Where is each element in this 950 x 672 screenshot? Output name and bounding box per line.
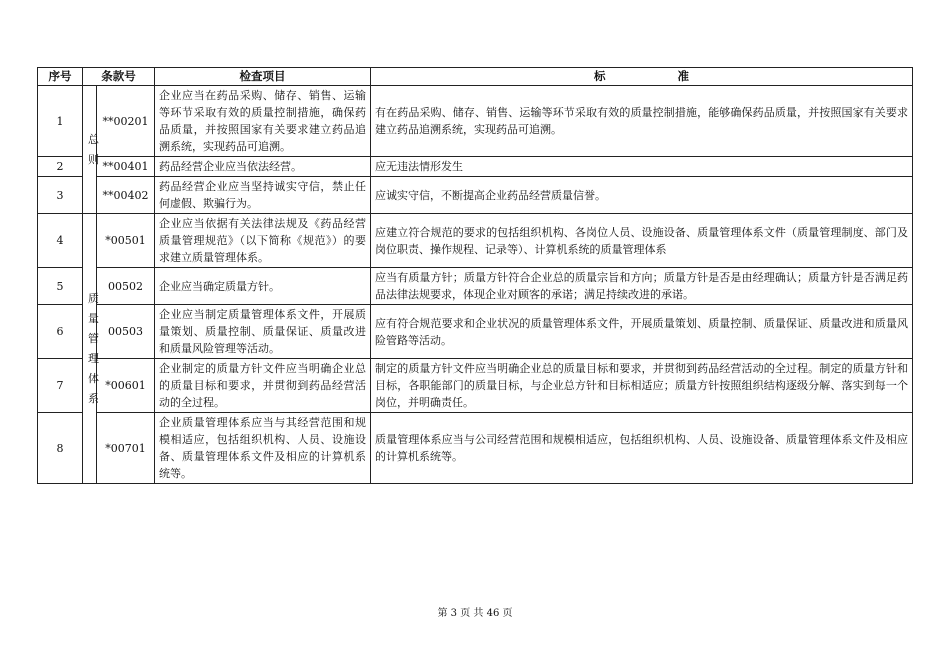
- row-seq: 6: [38, 305, 83, 359]
- row-clause: *00601: [97, 359, 155, 413]
- row-item: 企业质量管理体系应当与其经营范围和规模相适应，包括组织机构、人员、设施设备、质量管理体系文件及相应的计算机系统等。: [155, 413, 371, 484]
- row-seq: 7: [38, 359, 83, 413]
- row-item: 药品经营企业应当坚持诚实守信，禁止任何虚假、欺骗行为。: [155, 177, 371, 214]
- header-standard: [371, 68, 913, 86]
- inspection-table: [37, 67, 913, 484]
- table-row: [38, 305, 913, 359]
- table-row: [38, 413, 913, 484]
- row-item: 企业应当制定质量管理体系文件，开展质量策划、质量控制、质量保证、质量改进和质量风险管理等活动。: [155, 305, 371, 359]
- table-row: [38, 157, 913, 177]
- row-seq: 2: [38, 157, 83, 177]
- row-item: 药品经营企业应当依法经营。: [155, 157, 371, 177]
- row-standard: 有在药品采购、储存、销售、运输等环节采取有效的质量控制措施，能够确保药品质量，并按照国家有关要求建立药品追溯系统，实现药品可追溯。: [371, 86, 913, 157]
- table-row: [38, 359, 913, 413]
- table-row: [38, 268, 913, 305]
- category-qms: [83, 214, 97, 484]
- row-clause: **00402: [97, 177, 155, 214]
- header-standard-b: 准: [677, 69, 690, 83]
- row-seq: 1: [38, 86, 83, 157]
- row-clause: **00401: [97, 157, 155, 177]
- category-general: [83, 86, 97, 214]
- row-standard: 应有符合规范要求和企业状况的质量管理体系文件，开展质量策划、质量控制、质量保证、质量改进和质量风险管路等活动。: [371, 305, 913, 359]
- category-general-label: 总则: [88, 132, 99, 166]
- row-standard: 应诚实守信，不断提高企业药品经营质量信誉。: [371, 177, 913, 214]
- row-item: 企业制定的质量方针文件应当明确企业总的质量目标和要求，并贯彻到药品经营活动的全过程。: [155, 359, 371, 413]
- row-seq: 3: [38, 177, 83, 214]
- row-item: 企业应当在药品采购、储存、销售、运输等环节采取有效的质量控制措施，确保药品质量，并按照国家有关要求建立药品追溯系统，实现药品可追溯。: [155, 86, 371, 157]
- row-clause: 00503: [97, 305, 155, 359]
- row-clause: **00201: [97, 86, 155, 157]
- row-seq: 5: [38, 268, 83, 305]
- table-row: [38, 177, 913, 214]
- row-standard: 应无违法情形发生: [371, 157, 913, 177]
- table-row: [38, 214, 913, 268]
- row-clause: *00501: [97, 214, 155, 268]
- row-standard: 应当有质量方针；质量方针符合企业总的质量宗旨和方向；质量方针是否是由经理确认；质量方针是否满足药品法律法规要求，体现企业对顾客的承诺；满足持续改进的承诺。: [371, 268, 913, 305]
- row-standard: 应建立符合规范的要求的包括组织机构、各岗位人员、设施设备、质量管理体系文件（质量管理制度、部门及岗位职责、操作规程、记录等）、计算机系统的质量管理体系: [371, 214, 913, 268]
- row-standard: 质量管理体系应当与公司经营范围和规模相适应，包括组织机构、人员、设施设备、质量管理体系文件及相应的计算机系统等。: [371, 413, 913, 484]
- header-seq: 序号: [38, 68, 83, 86]
- row-standard: 制定的质量方针文件应当明确企业总的质量目标和要求，并贯彻到药品经营活动的全过程。制定的质量方针和目标，各职能部门的质量目标，与企业总方针和目标相适应；质量方针按照组织结构逐级分解、落实到每一个岗位，并明确责任。: [371, 359, 913, 413]
- row-seq: 8: [38, 413, 83, 484]
- page-footer: 第 3 页 共 46 页: [437, 608, 513, 619]
- row-item: 企业应当依据有关法律法规及《药品经营质量管理规范》（以下简称《规范》）的要求建立质量管理体系。: [155, 214, 371, 268]
- table-row: [38, 86, 913, 157]
- row-clause: 00502: [97, 268, 155, 305]
- row-clause: *00701: [97, 413, 155, 484]
- row-seq: 4: [38, 214, 83, 268]
- header-item: 检查项目: [155, 68, 371, 86]
- category-qms-label: 质量管理体系: [88, 291, 99, 405]
- table-header-row: [38, 68, 913, 86]
- header-standard-a: 标: [593, 69, 606, 83]
- row-item: 企业应当确定质量方针。: [155, 268, 371, 305]
- header-clause: 条款号: [83, 68, 155, 86]
